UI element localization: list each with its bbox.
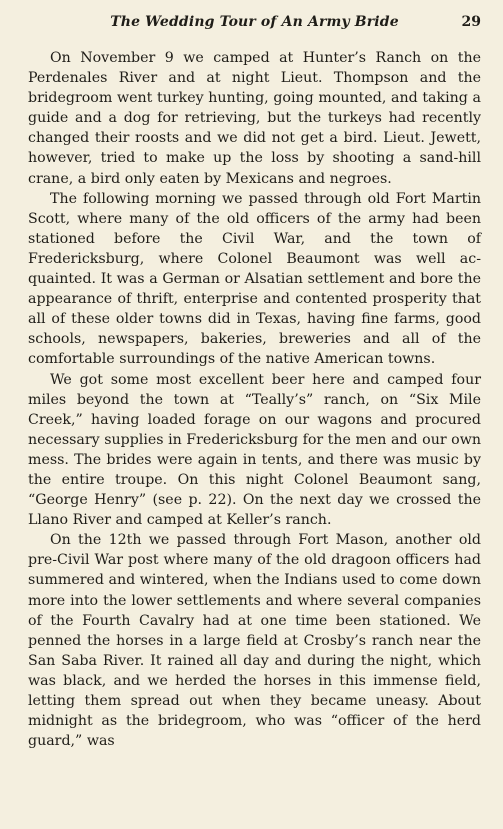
body-text (28, 48, 481, 751)
paragraph-4: On the 12th we passed through Fort Mason, another old pre-Civil War post where many of the old dragoon officers had summered and wintered, when the Indians used to come down more into the lower settlements and where several companies of the Fourth Cavalry had at one time been stationed. We penned the horses in a large field at Crosby’s ranch near the San Saba River. It rained all day and during the night, which was black, and we herded the horses in this immense field, letting them spread out when they became uneasy. About midnight as the bridegroom, who was “officer of the herd guard,” was (28, 532, 481, 750)
running-head (28, 14, 481, 38)
paragraph-1: On November 9 we camped at Hunter’s Ranch on the Perdenales River and at night Lieut. Thompson and the bridegroom went turkey hunting, going mounted, and taking a guide and a dog for retrieving, but the turkeys had recently changed their roosts and we did not get a bird. Lieut. Jewett, however, tried to make up the loss by shooting a sand-hill crane, a bird only eaten by Mexicans and negroes. (28, 50, 481, 187)
page-number: 29 (461, 14, 481, 30)
paragraph-2: The following morning we passed through old Fort Martin Scott, where many of the old officers of the army had been stationed before the Civil War, and the town of Fredericksburg, where Colonel Beaumont was well acquainted. It was a German or Alsatian settlement and bore the appearance of thrift, enterprise and contented prosperity that all of these older towns did in Texas, having fine farms, good schools, newspapers, bakeries, breweries and all of the comfortable surroundings of the native American towns. (28, 190, 481, 368)
paragraph-3: We got some most excellent beer here and camped four miles beyond the town at “Teally’s” ranch, on “Six Mile Creek,” having loaded forage on our wagons and procured necessary supplies in Fredericksburg for the men and our own mess. The brides were again in tents, and there was music by the entire troupe. On this night Colonel Beaumont sang, “George Henry” (see p. 22). On the next day we crossed the Llano River and camped at Keller’s ranch. (28, 371, 481, 529)
running-title: The Wedding Tour of An Army Bride (110, 14, 399, 30)
